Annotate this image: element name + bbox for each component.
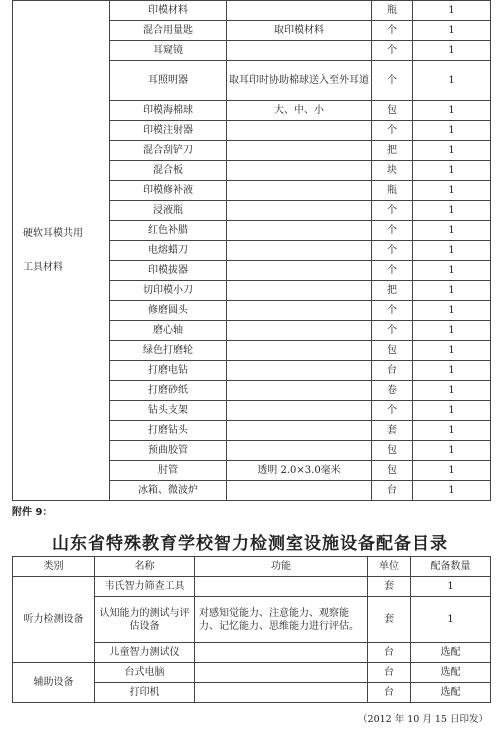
item-quantity: 1 — [413, 241, 491, 261]
item-quantity: 1 — [413, 201, 491, 221]
item-name: 儿童智力测试仪 — [95, 643, 195, 663]
intelligence-lab-equipment-table — [12, 556, 491, 703]
item-quantity: 1 — [413, 281, 491, 301]
category-cell: 辅助设备 — [13, 663, 95, 703]
item-unit: 个 — [372, 21, 413, 41]
category-cell: 听力检测设备 — [13, 577, 95, 663]
header-unit: 单位 — [368, 557, 411, 577]
item-name: 打磨钻头 — [110, 421, 227, 441]
item-unit: 个 — [372, 61, 413, 101]
item-function — [227, 321, 372, 341]
item-function: 取耳印时协助棉球送入至外耳道 — [227, 61, 372, 101]
item-function — [227, 441, 372, 461]
item-function — [195, 643, 368, 663]
item-quantity: 1 — [413, 41, 491, 61]
header-category: 类别 — [13, 557, 95, 577]
item-unit: 包 — [372, 441, 413, 461]
item-function — [227, 221, 372, 241]
item-unit: 套 — [372, 421, 413, 441]
item-quantity: 1 — [413, 221, 491, 241]
item-name: 电熔蜡刀 — [110, 241, 227, 261]
item-quantity: 选配 — [411, 683, 491, 703]
item-function: 大、中、小 — [227, 101, 372, 121]
item-function — [227, 361, 372, 381]
item-quantity: 1 — [413, 361, 491, 381]
item-name: 打磨电钻 — [110, 361, 227, 381]
item-name: 混合刮铲刀 — [110, 141, 227, 161]
item-name: 绿色打磨轮 — [110, 341, 227, 361]
item-unit: 个 — [372, 261, 413, 281]
item-name: 肘管 — [110, 461, 227, 481]
item-function — [195, 663, 368, 683]
item-quantity: 选配 — [411, 663, 491, 683]
item-function — [195, 577, 368, 597]
category-label-line2: 工具材料 — [23, 261, 63, 273]
item-quantity: 1 — [413, 61, 491, 101]
item-quantity: 1 — [413, 21, 491, 41]
item-unit: 把 — [372, 141, 413, 161]
item-unit: 个 — [372, 201, 413, 221]
item-name: 印模修补液 — [110, 181, 227, 201]
item-name: 打磨砂纸 — [110, 381, 227, 401]
item-function: 对感知觉能力、注意能力、观察能力、记忆能力、思维能力进行评估。 — [195, 597, 368, 643]
table-header-row — [13, 557, 491, 577]
item-name: 钻头支架 — [110, 401, 227, 421]
item-unit: 台 — [372, 361, 413, 381]
item-name: 混合用量匙 — [110, 21, 227, 41]
item-unit: 个 — [372, 221, 413, 241]
item-function — [227, 201, 372, 221]
item-function — [227, 301, 372, 321]
item-unit: 块 — [372, 161, 413, 181]
table-row — [13, 663, 491, 683]
header-function: 功能 — [195, 557, 368, 577]
item-function: 透明 2.0×3.0毫米 — [227, 461, 372, 481]
item-name: 浸液瓶 — [110, 201, 227, 221]
item-function — [227, 481, 372, 501]
item-quantity: 1 — [413, 101, 491, 121]
item-quantity: 1 — [413, 481, 491, 501]
item-quantity: 1 — [413, 401, 491, 421]
table-row — [13, 1, 491, 21]
attachment-label: 附件 9： — [12, 507, 53, 518]
item-unit: 个 — [372, 321, 413, 341]
item-function — [227, 41, 372, 61]
item-unit: 瓶 — [372, 1, 413, 21]
item-name: 耳照明器 — [110, 61, 227, 101]
item-name: 磨心轴 — [110, 321, 227, 341]
document-title: 山东省特殊教育学校智力检测室设施设备配备目录 — [52, 534, 448, 554]
table-row — [13, 577, 491, 597]
item-quantity: 1 — [413, 1, 491, 21]
item-function — [227, 381, 372, 401]
header-name: 名称 — [95, 557, 195, 577]
item-quantity: 选配 — [411, 643, 491, 663]
item-name: 红色补腊 — [110, 221, 227, 241]
item-quantity: 1 — [413, 121, 491, 141]
item-function — [227, 181, 372, 201]
item-unit: 瓶 — [372, 181, 413, 201]
item-name: 混合板 — [110, 161, 227, 181]
item-unit: 套 — [368, 597, 411, 643]
item-name: 印模注射器 — [110, 121, 227, 141]
item-function — [227, 421, 372, 441]
item-unit: 包 — [372, 461, 413, 481]
item-name: 台式电脑 — [95, 663, 195, 683]
item-quantity: 1 — [413, 461, 491, 481]
item-name: 韦氏智力筛查工具 — [95, 577, 195, 597]
item-unit: 包 — [372, 101, 413, 121]
item-unit: 台 — [368, 663, 411, 683]
item-unit: 包 — [372, 341, 413, 361]
item-unit: 个 — [372, 301, 413, 321]
item-unit: 台 — [368, 643, 411, 663]
item-name: 打印机 — [95, 683, 195, 703]
header-quantity: 配备数量 — [411, 557, 491, 577]
item-function — [227, 161, 372, 181]
item-name: 切印模小刀 — [110, 281, 227, 301]
item-unit: 个 — [372, 121, 413, 141]
item-name: 修磨圆头 — [110, 301, 227, 321]
item-function — [227, 241, 372, 261]
item-quantity: 1 — [413, 141, 491, 161]
category-label-line1: 硬软耳模共用 — [23, 227, 83, 239]
item-unit: 把 — [372, 281, 413, 301]
item-unit: 台 — [372, 481, 413, 501]
item-quantity: 1 — [413, 421, 491, 441]
item-quantity: 1 — [413, 381, 491, 401]
item-name: 预曲胶管 — [110, 441, 227, 461]
item-quantity: 1 — [413, 301, 491, 321]
item-function: 取印模材料 — [227, 21, 372, 41]
item-quantity: 1 — [411, 597, 491, 643]
item-unit: 个 — [372, 241, 413, 261]
item-quantity: 1 — [413, 161, 491, 181]
issue-date-footer: （2012 年 10 月 15 日印发） — [358, 714, 488, 725]
item-quantity: 1 — [411, 577, 491, 597]
item-function — [227, 261, 372, 281]
item-name: 印模材料 — [110, 1, 227, 21]
item-unit: 套 — [368, 577, 411, 597]
item-unit: 个 — [372, 41, 413, 61]
item-function — [195, 683, 368, 703]
item-quantity: 1 — [413, 261, 491, 281]
item-name: 印模拔器 — [110, 261, 227, 281]
item-quantity: 1 — [413, 441, 491, 461]
item-quantity: 1 — [413, 321, 491, 341]
category-spacer — [23, 242, 107, 260]
item-quantity: 1 — [413, 341, 491, 361]
item-function — [227, 121, 372, 141]
item-unit: 个 — [372, 401, 413, 421]
item-name: 印模海棉球 — [110, 101, 227, 121]
item-function — [227, 1, 372, 21]
item-function — [227, 141, 372, 161]
item-quantity: 1 — [413, 181, 491, 201]
item-function — [227, 341, 372, 361]
item-name: 认知能力的测试与评估设备 — [95, 597, 195, 643]
item-name: 冰箱、微波炉 — [110, 481, 227, 501]
equipment-table-continued — [12, 0, 491, 501]
category-cell — [13, 1, 110, 501]
item-function — [227, 401, 372, 421]
item-function — [227, 281, 372, 301]
item-unit: 台 — [368, 683, 411, 703]
item-unit: 卷 — [372, 381, 413, 401]
item-name: 耳窥镜 — [110, 41, 227, 61]
